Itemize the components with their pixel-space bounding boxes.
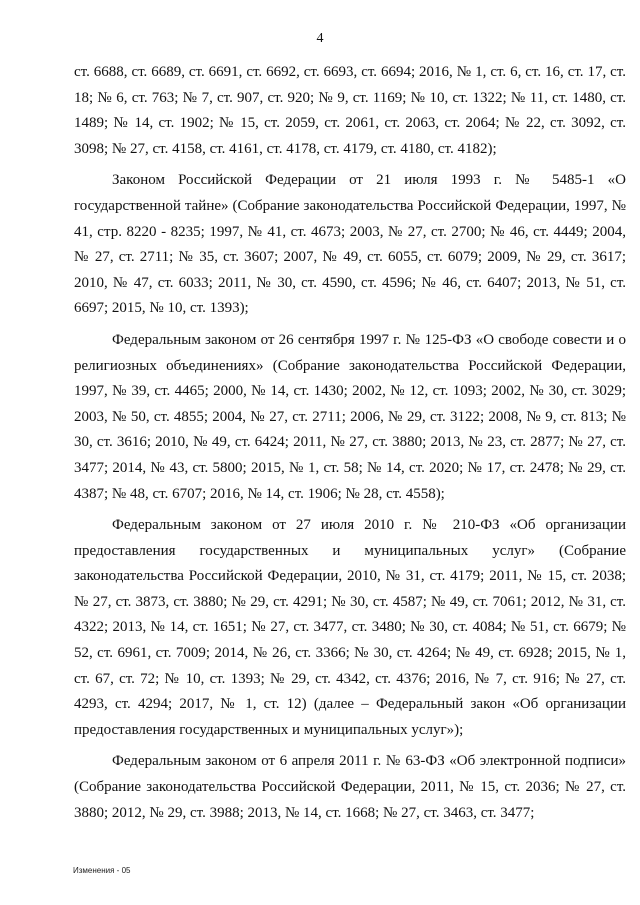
document-body (74, 60, 626, 832)
paragraph-freedom-of-conscience-law: Федеральным законом от 26 сентября 1997 г. № 125-ФЗ «О свободе совести и о религиозных объединениях» (Собрание законодательства Российской Федерации, 1997, № 39, ст. 4465; 2000, № 14, ст. 1430; 2002, № 12, ст. 1093; 2002, № 30, ст. 3029; 2003, № 50, ст. 4855; 2004, № 27, ст. 2711; 2006, № 29, ст. 3122; 2008, № 9, ст. 813; № 30, ст. 3616; 2010, № 49, ст. 6424; 2011, № 27, ст. 3880; 2013, № 23, ст. 2877; № 27, ст. 3477; 2014, № 43, ст. 5800; 2015, № 1, ст. 58; № 14, ст. 2020; № 17, ст. 2478; № 29, ст. 4387; № 48, ст. 6707; 2016, № 14, ст. 1906; № 28, ст. 4558); (74, 331, 626, 502)
paragraph-continuation: ст. 6688, ст. 6689, ст. 6691, ст. 6692, ст. 6693, ст. 6694; 2016, № 1, ст. 6, ст. 16, ст. 17, ст. 18; № 6, ст. 763; № 7, ст. 907, ст. 920; № 9, ст. 1169; № 10, ст. 1322; № 11, ст. 1480, ст. 1489; № 14, ст. 1902; № 15, ст. 2059, ст. 2061, ст. 2063, ст. 2064; № 22, ст. 3092, ст. 3098; № 27, ст. 4158, ст. 4161, ст. 4178, ст. 4179, ст. 4180, ст. 4182); (74, 64, 626, 157)
footer-revision-label: Изменения - 05 (73, 866, 131, 875)
page-number: 4 (316, 31, 324, 46)
paragraph-state-secret-law: Законом Российской Федерации от 21 июля 1993 г. № 5485-1 «О государственной тайне» (Собрание законодательства Российской Федерации, 1997, № 41, стр. 8220 - 8235; 1997, № 41, ст. 4673; 2003, № 27, ст. 2700; № 46, ст. 4449; 2004, № 27, ст. 2711; № 35, ст. 3607; 2007, № 49, ст. 6055, ст. 6079; 2009, № 29, ст. 3617; 2010, № 47, ст. 6033; 2011, № 30, ст. 4590, ст. 4596; № 46, ст. 6407; 2013, № 51, ст. 6697; 2015, № 10, ст. 1393); (74, 172, 626, 317)
paragraph-public-services-law: Федеральным законом от 27 июля 2010 г. № 210-ФЗ «Об организации предоставления государственных и муниципальных услуг» (Собрание законодательства Российской Федерации, 2010, № 31, ст. 4179; 2011, № 15, ст. 2038; № 27, ст. 3873, ст. 3880; № 29, ст. 4291; № 30, ст. 4587; № 49, ст. 7061; 2012, № 31, ст. 4322; 2013, № 14, ст. 1651; № 27, ст. 3477, ст. 3480; № 30, ст. 4084; № 51, ст. 6679; № 52, ст. 6961, ст. 7009; 2014, № 26, ст. 3366; № 30, ст. 4264; № 49, ст. 6928; 2015, № 1, ст. 67, ст. 72; № 10, ст. 1393; № 29, ст. 4342, ст. 4376; 2016, № 7, ст. 916; № 27, ст. 4293, ст. 4294; 2017, № 1, ст. 12) (далее – Федеральный закон «Об организации предоставления государственных и муниципальных услуг»); (74, 517, 626, 738)
paragraph-electronic-signature-law: Федеральным законом от 6 апреля 2011 г. № 63-ФЗ «Об электронной подписи» (Собрание законодательства Российской Федерации, 2011, № 15, ст. 2036; № 27, ст. 3880; 2012, № 29, ст. 3988; 2013, № 14, ст. 1668; № 27, ст. 3463, ст. 3477; (74, 753, 626, 821)
